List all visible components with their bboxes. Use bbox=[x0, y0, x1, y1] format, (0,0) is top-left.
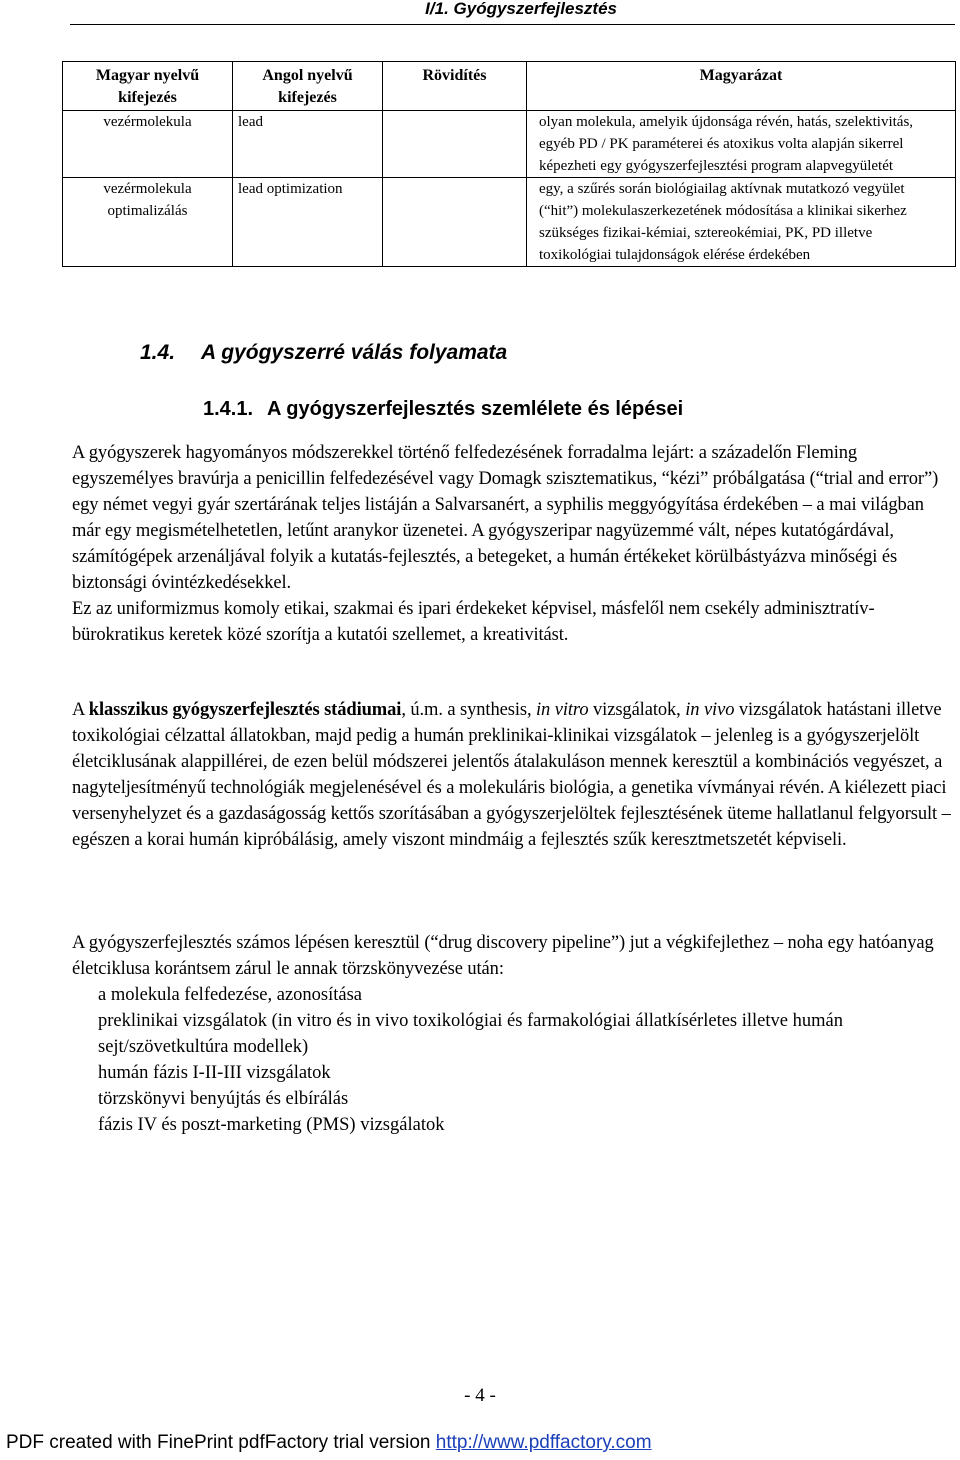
steps-list bbox=[98, 982, 948, 1138]
table-cell-hu: vezérmolekula optimalizálás bbox=[63, 178, 233, 267]
italic-term: in vivo bbox=[685, 700, 735, 720]
table-cell-en: lead optimization bbox=[233, 178, 383, 267]
text-run: vizsgálatok hatástani illetve toxikológiai célzattal állatokban, majd pedig a humán preklinikai-klinikai vizsgálatok – jelenleg is a gyógyszerjelölt életciklusának alappillérei, de ezen belül módszerei jelentős átalakuláson mennek keresztül a kombinációs vegyészet, a nagyteljesítményű technológiák megjelenésével és a molekuláris biológia, a genetika vívmányai révén. A kiélezett piaci versenyhelyzet és a gazdaságosság kettős szorításában a gyógyszerjelöltek fejlesztésének üteme hallatlanul felgyorsult – egészen a korai humán kipróbálásig, amely viszont mindmáig a fejlesztés szűk keresztmetszetét képviseli. bbox=[72, 700, 951, 850]
table-cell-abbr bbox=[383, 111, 527, 178]
section-heading bbox=[140, 340, 507, 366]
footer-link[interactable]: http://www.pdffactory.com bbox=[435, 1432, 652, 1453]
paragraph: Ez az uniformizmus komoly etikai, szakmai és ipari érdekeket képvisel, másfelől nem csekély adminisztratív-bürokratikus keretek közé szorítja a kutatói szellemet, a kreativitást. bbox=[72, 599, 875, 645]
table-cell-desc: olyan molekula, amelyik újdonsága révén, hatás, szelektivitás, egyéb PD / PK paraméterei és atoxikus volta alapján sikerrel képezheti egy gyógyszerfejlesztési program alapvegyületét bbox=[527, 111, 956, 178]
table-cell-desc: egy, a szűrés során biológiailag aktívnak mutatkozó vegyület (“hit”) molekulaszerkezetének módosítása a klinikai sikerhez szükséges fizikai-kémiai, sztereokémiai, PK, PD illetve toxikológiai tulajdonságok elérése érdekében bbox=[527, 178, 956, 267]
paragraph-block bbox=[72, 930, 956, 982]
table-cell-hu: vezérmolekula bbox=[63, 111, 233, 178]
italic-term: in vitro bbox=[536, 700, 589, 720]
table-header-cell: Magyar nyelvű kifejezés bbox=[63, 62, 233, 111]
paragraph: A gyógyszerek hagyományos módszerekkel történő felfedezésének forradalma lejárt: a századelőn Fleming egyszemélyes bravúrja a penicillin felfedezésével vagy Domagk szisztematikus, “kézi” próbálgatása (“trial and error”) egy német vegyi gyár szertárának teljes listáján a Salvarsanért, a syphilis meggyógyítása érdekében – a mai világban már egy megismételhetetlen, letűnt aranykor üzenetei. A gyógyszeripar nagyüzemmé vált, népes kutatógárdával, számítógépek arzenáljával folyik a kutatás-fejlesztés, a betegeket, a humán értékeket körülbástyázva minőségi és biztonsági óvintézkedésekkel. bbox=[72, 443, 939, 593]
pdf-footer bbox=[6, 1430, 956, 1456]
table-cell-en: lead bbox=[233, 111, 383, 178]
table-row bbox=[63, 178, 956, 267]
list-item: humán fázis I-II-III vizsgálatok bbox=[98, 1063, 331, 1083]
table-header-row bbox=[63, 62, 956, 111]
subsection-title: A gyógyszerfejlesztés szemlélete és lépései bbox=[267, 398, 684, 420]
paragraph-block bbox=[72, 697, 956, 853]
section-title: A gyógyszerré válás folyamata bbox=[201, 341, 508, 364]
table-header-cell: Rövidítés bbox=[383, 62, 527, 111]
bold-term: klasszikus gyógyszerfejlesztés stádiumai bbox=[88, 700, 402, 720]
table-cell-abbr bbox=[383, 178, 527, 267]
paragraph-block bbox=[72, 440, 956, 648]
text-run: A bbox=[72, 700, 89, 720]
list-item: a molekula felfedezése, azonosítása bbox=[98, 985, 363, 1005]
table-header-cell: Magyarázat bbox=[527, 62, 956, 111]
paragraph: A gyógyszerfejlesztés számos lépésen keresztül (“drug discovery pipeline”) jut a végkifejlethez – noha egy hatóanyag életciklusa korántsem zárul le annak törzskönyvezése után: bbox=[72, 933, 934, 979]
header-title: I/1. Gyógyszerfejlesztés bbox=[425, 0, 617, 18]
table-header-cell: Angol nyelvű kifejezés bbox=[233, 62, 383, 111]
subsection-heading bbox=[203, 396, 683, 422]
list-item: preklinikai vizsgálatok (in vitro és in vivo toxikológiai és farmakológiai állatkísérletes illetve humán sejt/szövetkultúra modellek) bbox=[98, 1011, 843, 1057]
list-item: fázis IV és poszt-marketing (PMS) vizsgálatok bbox=[98, 1115, 445, 1135]
section-number: 1.4. bbox=[140, 341, 176, 364]
subsection-number: 1.4.1. bbox=[203, 398, 254, 420]
running-header bbox=[70, 0, 955, 25]
text-run: , ú.m. a synthesis, bbox=[401, 700, 537, 720]
paragraph bbox=[72, 697, 956, 853]
glossary-table bbox=[62, 61, 956, 267]
table-row bbox=[63, 111, 956, 178]
page-number: - 4 - bbox=[464, 1385, 496, 1406]
text-run: vizsgálatok, bbox=[588, 700, 686, 720]
footer-text: PDF created with FinePrint pdfFactory trial version bbox=[6, 1432, 436, 1453]
list-item: törzskönyvi benyújtás és elbírálás bbox=[98, 1089, 349, 1109]
